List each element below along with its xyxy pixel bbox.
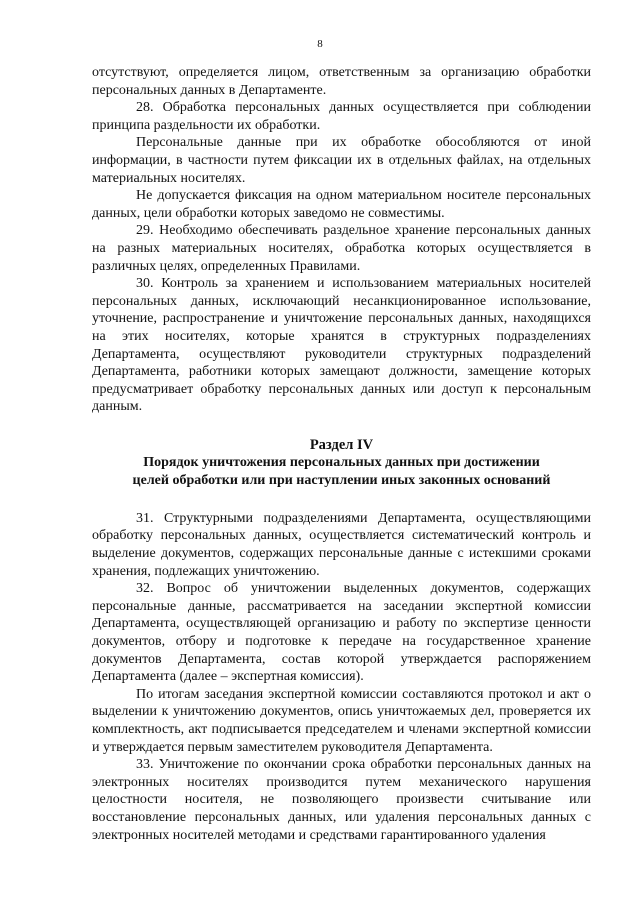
page-number: 8 (317, 38, 323, 50)
paragraph-33: 33. Уничтожение по окончании срока обработки персональных данных на электронных носителях производится путем механического нарушения целостности носителя, не позволяющего произвести считывание или восстановление персональных данных, или удаления персональных данных с электронных носителей методами и средствами гарантированного удаления (92, 757, 591, 843)
paragraph-30: 30. Контроль за хранением и использованием материальных носителей персональных данных, исключающий несанкционированное использование, уточнение, распространение и уничтожение персональных данных, находящихся на этих носителях, которые хранятся в структурных подразделениях Департамента, осуществляют руководители структурных подразделений Департамента, работники которых замещают должности, замещение которых предусматривает обработку персональных данных или доступ к персональным данным. (92, 276, 591, 415)
document-body (92, 64, 591, 844)
paragraphs-before (92, 64, 591, 416)
paragraph-separation: Персональные данные при их обработке обособляются от иной информации, в частности путем фиксации их в отдельных файлах, на отдельных материальных носителях. (92, 135, 591, 186)
paragraph-29: 29. Необходимо обеспечивать раздельное хранение персональных данных на разных материальных носителях, обработка которых осуществляется в различных целях, определенных Правилами. (92, 223, 591, 274)
paragraph-28: 28. Обработка персональных данных осуществляется при соблюдении принципа раздельности их обработки. (92, 100, 591, 133)
paragraphs-after (92, 510, 591, 844)
section-title-line-1: Порядок уничтожения персональных данных при достижении (143, 454, 540, 470)
section-title (92, 454, 591, 490)
paragraph-31: 31. Структурными подразделениями Департамента, осуществляющими обработку персональных данных, осуществляется систематический контроль и выделение документов, содержащих персональные данные с истекшими сроками хранения, подлежащих уничтожению. (92, 510, 591, 579)
paragraph-prohibition: Не допускается фиксация на одном материальном носителе персональных данных, цели обработки которых заведомо не совместимы. (92, 188, 591, 221)
paragraph-protocol: По итогам заседания экспертной комиссии составляются протокол и акт о выделении к уничтожению документов, опись уничтожаемых дел, проверяется их комплектность, акт подписывается председателем и членами экспертной комиссии и утверждается первым заместителем руководителя Департамента. (92, 686, 591, 755)
paragraph-32: 32. Вопрос об уничтожении выделенных документов, содержащих персональные данные, рассматривается на заседании экспертной комиссии Департамента, осуществляющей организацию и работу по экспертизе ценности документов, отбору и подготовке к передаче на государственное хранение документов Департамента, состав которой утверждается распоряжением Департамента (далее – экспертная комиссия). (92, 581, 591, 685)
section-title-line-2: целей обработки или при наступлении иных законных оснований (132, 472, 551, 488)
paragraph-continuation: отсутствуют, определяется лицом, ответственным за организацию обработки персональных данных в Департаменте. (92, 65, 591, 98)
section-label: Раздел IV (309, 436, 374, 453)
